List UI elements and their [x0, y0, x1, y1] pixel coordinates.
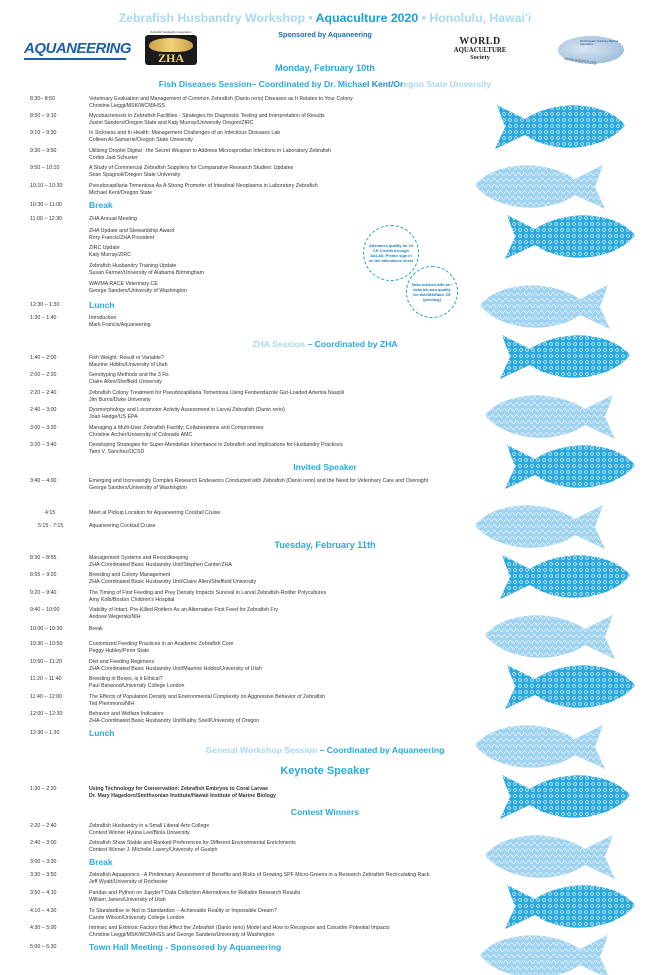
sponsor-line: Sponsored by Aquaneering	[278, 30, 372, 39]
fish-16	[480, 935, 610, 975]
wavma-logo: World Aquatic Veterinary Medical Association www.wavma.org	[556, 34, 628, 68]
section-general-workshop: General Workshop Session – Coordinated by Aquaneering	[205, 745, 445, 755]
wavma-ce-bubble: Talks marked with an * asterisk also qualify for WAVMA/Race CE (pending)	[406, 266, 458, 318]
section-contest-winners: Contest Winners	[290, 807, 360, 817]
day-header-monday: Monday, February 10th	[275, 63, 375, 73]
page-title: Zebrafish Husbandry Workshop • Aquaculture 2020 • Honolulu, Hawai'i	[118, 11, 532, 25]
section-invited-speaker: Invited Speaker	[293, 462, 357, 472]
section-zha: ZHA Session – Coordinated by ZHA	[252, 339, 398, 349]
ce-credits-bubble: Attendees qualify for 10 CE Credits through AALAS. Please sign in on the attendance sheet	[363, 225, 419, 281]
day-header-tuesday: Tuesday, February 11th	[274, 540, 376, 550]
world-aquaculture-society-logo: WORLD AQUACULTURE Society	[453, 36, 507, 61]
section-fish-diseases: Fish Diseases Session– Coordinated by Dr. Michael Kent/Oregon State University	[158, 79, 492, 89]
section-keynote: Keynote Speaker	[280, 765, 370, 777]
aquaneering-logo: AQUANEERING	[24, 40, 126, 60]
zha-logo: Zebrafish Husbandry Association ZHA	[144, 30, 198, 68]
